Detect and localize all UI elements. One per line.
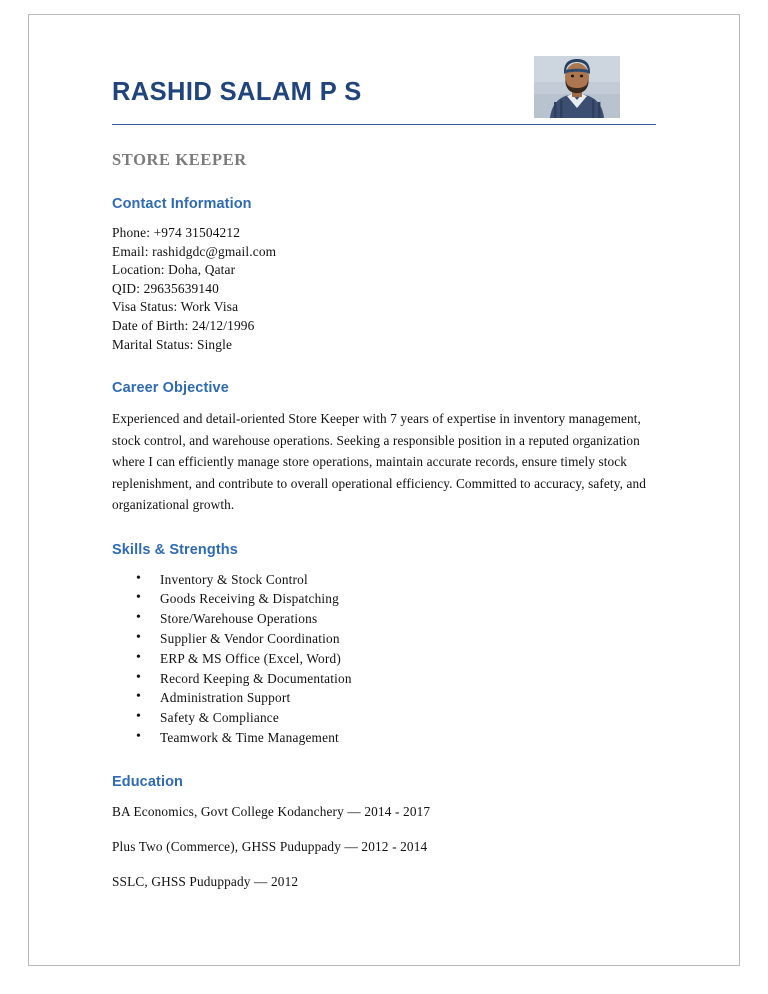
contact-date-of-birth: Date of Birth: 24/12/1996 bbox=[112, 317, 255, 333]
list-item: • ERP & MS Office (Excel, Word) bbox=[158, 649, 668, 669]
profile-photo-icon bbox=[534, 56, 620, 118]
contact-email: Email: rashidgdc@gmail.com bbox=[112, 243, 277, 259]
list-item: • Administration Support bbox=[158, 688, 668, 708]
section-heading-education: Education bbox=[112, 773, 183, 790]
list-item: • Record Keeping & Documentation bbox=[158, 669, 668, 689]
page-title: RASHID SALAM P S bbox=[112, 78, 362, 106]
contact-phone: Phone: +974 31504212 bbox=[112, 225, 241, 240]
section-heading-skills: Skills & Strengths bbox=[112, 541, 238, 558]
list-item: • Goods Receiving & Dispatching bbox=[158, 589, 668, 609]
section-skills-strengths bbox=[112, 542, 668, 748]
list-item: • Safety & Compliance bbox=[158, 708, 668, 728]
contact-qid: QID: 29635639140 bbox=[112, 280, 219, 296]
section-contact-information bbox=[112, 196, 668, 354]
section-education bbox=[112, 774, 668, 891]
resume-header bbox=[112, 56, 668, 128]
list-item: • Store/Warehouse Operations bbox=[158, 609, 668, 629]
avatar bbox=[534, 56, 620, 118]
list-item: • Teamwork & Time Management bbox=[158, 728, 668, 748]
section-heading-objective: Career Objective bbox=[112, 380, 229, 397]
section-career-objective bbox=[112, 380, 668, 516]
contact-marital-status: Marital Status: Single bbox=[112, 336, 233, 352]
education-item: Plus Two (Commerce), GHSS Puduppady — 2012 - 2014 bbox=[112, 838, 428, 854]
list-item: • Inventory & Stock Control bbox=[158, 570, 668, 590]
header-divider bbox=[112, 124, 656, 125]
resume-content bbox=[112, 56, 668, 891]
skills-list bbox=[112, 570, 668, 748]
list-item: • Supplier & Vendor Coordination bbox=[158, 629, 668, 649]
contact-visa-status: Visa Status: Work Visa bbox=[112, 299, 239, 315]
contact-location: Location: Doha, Qatar bbox=[112, 262, 236, 278]
education-item: BA Economics, Govt College Kodanchery — 2014 - 2017 bbox=[112, 803, 431, 819]
career-objective-text: Experienced and detail-oriented Store Keeper with 7 years of expertise in inventory management, stock control, and warehouse operations. Seeking a responsible position in a reputed organization where I can efficiently manage store operations, maintain accurate records, ensure timely stock replenishment, and contribute to overall operational efficiency. Committed to accuracy, safety, and organizational growth. bbox=[112, 411, 646, 513]
education-item: SSLC, GHSS Puduppady — 2012 bbox=[112, 873, 299, 889]
section-heading-contact: Contact Information bbox=[112, 196, 252, 212]
job-title: STORE KEEPER bbox=[112, 150, 247, 169]
